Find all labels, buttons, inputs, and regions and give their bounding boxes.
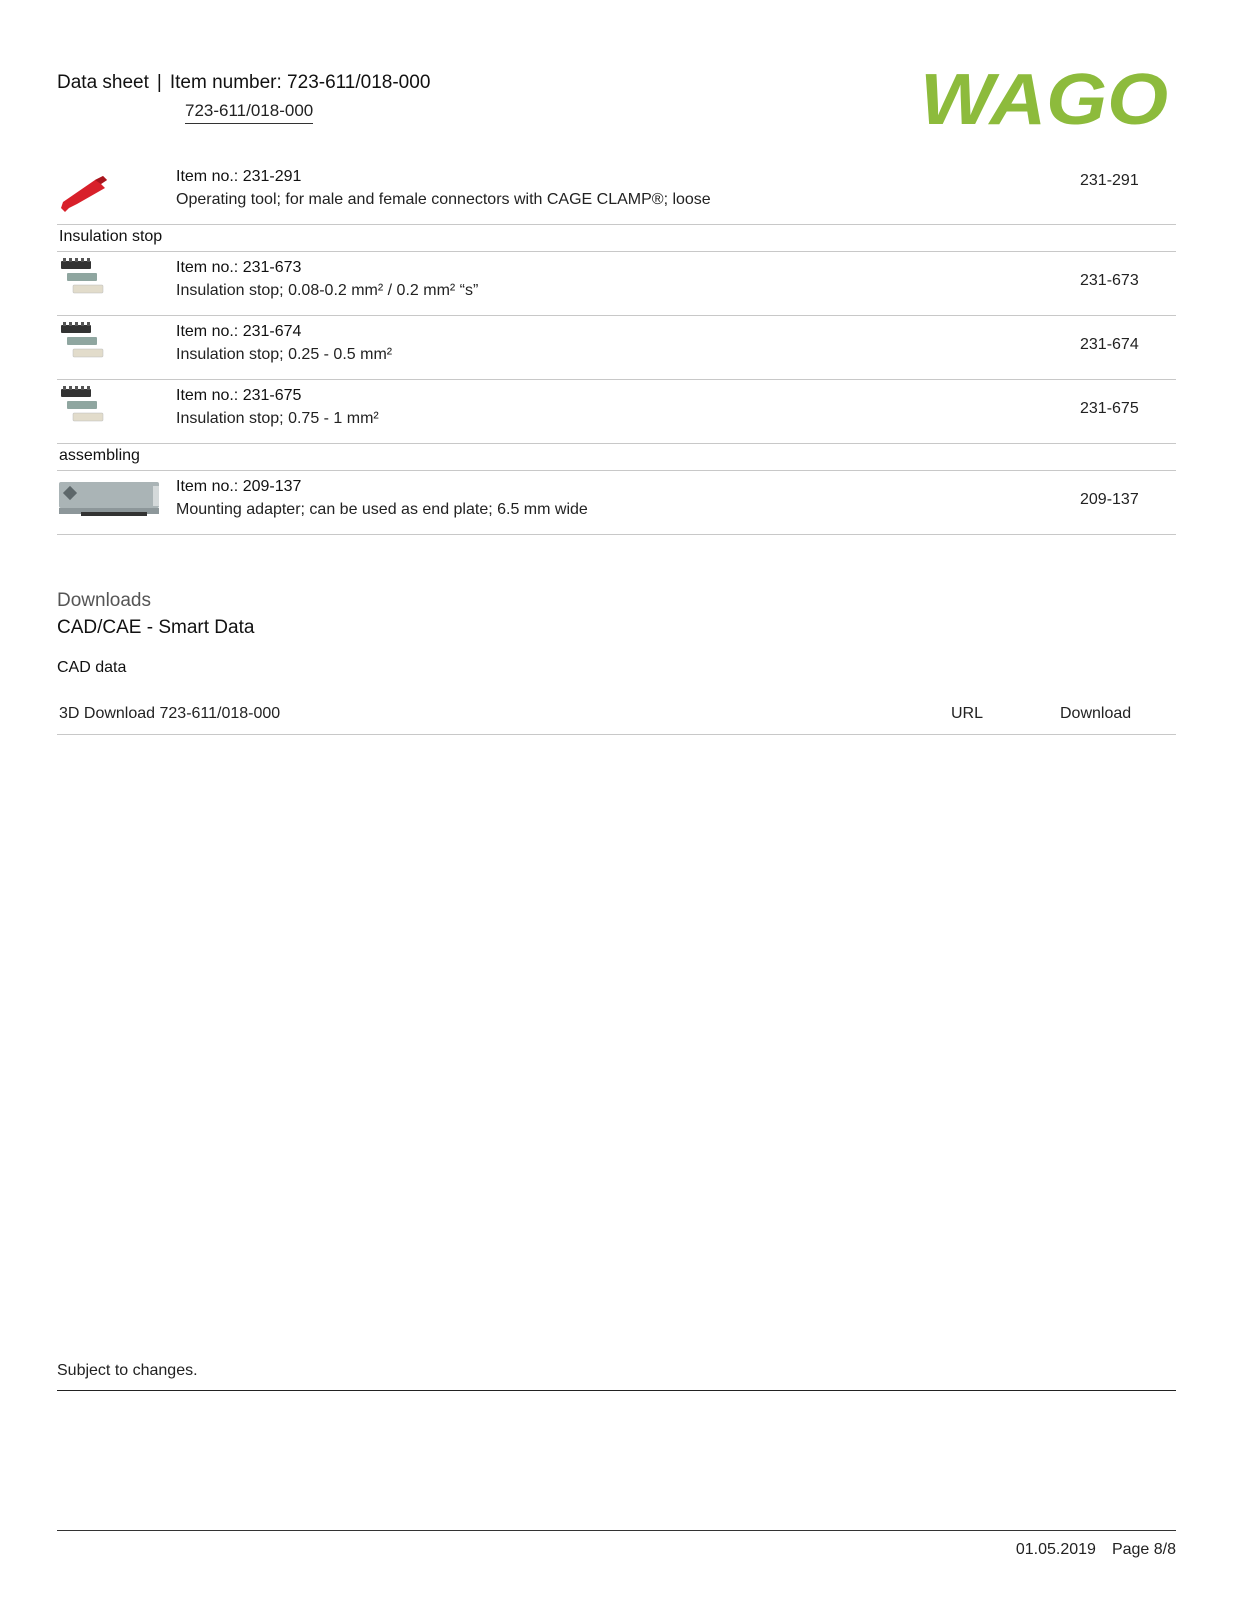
group-label: Insulation stop xyxy=(59,228,163,245)
accessory-group-header xyxy=(57,443,1176,471)
accessory-row xyxy=(57,470,1176,535)
item-number-link[interactable]: 723-611/018-000 xyxy=(185,101,313,124)
download-link[interactable]: Download xyxy=(1060,705,1132,722)
accessory-description: Insulation stop; 0.25 - 0.5 mm² xyxy=(176,346,393,363)
group-label: assembling xyxy=(59,447,140,464)
wago-logo-text: WAGO xyxy=(920,60,1168,140)
accessory-item-number: Item no.: 231-674 xyxy=(176,323,302,340)
datasheet-label: Data sheet xyxy=(57,72,149,93)
download-row xyxy=(57,690,1176,735)
accessory-row xyxy=(57,251,1176,316)
cad-data-subheading: CAD data xyxy=(57,659,127,676)
footer-divider xyxy=(57,1390,1176,1391)
footer-page: Page 8/8 xyxy=(1111,1541,1176,1558)
insulation-stop-icon xyxy=(57,385,109,436)
download-name: 3D Download 723-611/018-000 xyxy=(59,705,281,722)
footer-date: 01.05.2019 xyxy=(1015,1541,1096,1558)
mounting-adapter-icon xyxy=(57,476,165,525)
accessory-description: Operating tool; for male and female connectors with CAGE CLAMP®; loose xyxy=(176,191,711,208)
insulation-stop-icon xyxy=(57,257,109,308)
accessory-item-number: Item no.: 231-291 xyxy=(176,168,302,185)
accessory-description: Insulation stop; 0.08-0.2 mm² / 0.2 mm² “s” xyxy=(176,282,479,299)
accessory-item-number: Item no.: 231-675 xyxy=(176,387,302,404)
accessory-group-header xyxy=(57,224,1176,252)
accessory-code: 209-137 xyxy=(1080,491,1139,508)
wago-logo xyxy=(918,58,1172,144)
download-type: URL xyxy=(951,705,984,722)
accessory-item-number: Item no.: 209-137 xyxy=(176,478,302,495)
page-footer xyxy=(1016,1541,1176,1559)
cad-cae-title: CAD/CAE - Smart Data xyxy=(57,617,255,638)
accessory-row xyxy=(57,160,1176,225)
insulation-stop-icon xyxy=(57,321,109,372)
item-number-label: Item number: 723-611/018-000 xyxy=(169,72,431,93)
accessory-row xyxy=(57,379,1176,444)
downloads-heading: Downloads xyxy=(57,590,151,611)
page-footer-rule xyxy=(57,1530,1176,1531)
accessory-row xyxy=(57,315,1176,380)
operating-tool-icon xyxy=(57,166,117,219)
accessory-code: 231-673 xyxy=(1080,272,1139,289)
accessory-item-number: Item no.: 231-673 xyxy=(176,259,302,276)
accessory-code: 231-674 xyxy=(1080,336,1139,353)
accessory-code: 231-675 xyxy=(1080,400,1139,417)
accessory-code: 231-291 xyxy=(1080,172,1139,189)
subject-to-changes: Subject to changes. xyxy=(57,1362,198,1379)
page-title xyxy=(57,72,430,94)
accessory-description: Mounting adapter; can be used as end plate; 6.5 mm wide xyxy=(176,501,588,518)
accessory-description: Insulation stop; 0.75 - 1 mm² xyxy=(176,410,379,427)
title-separator: | xyxy=(156,72,162,93)
